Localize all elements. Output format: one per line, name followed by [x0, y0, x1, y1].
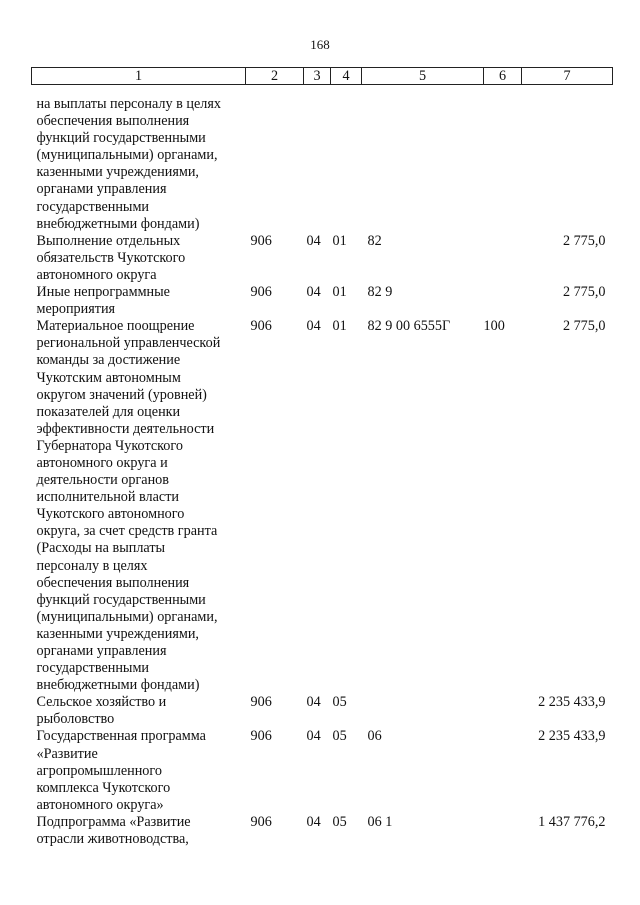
- header-col-1: 1: [32, 68, 246, 85]
- table-row: [32, 694, 613, 728]
- expense-type: [484, 233, 522, 284]
- table-row: [32, 284, 613, 318]
- amount: [522, 85, 613, 233]
- section-code: 04: [306, 284, 321, 301]
- target-article: 82 9: [367, 284, 393, 301]
- table-row: [32, 85, 613, 233]
- item-name: Подпрограмма «Развитие отрасли животноводства,: [36, 813, 191, 848]
- item-name: на выплаты персоналу в целях обеспечения выполнения функций государственными (муниципальными) органами, казенными учреждениями, органами управления государственными внебюджетными фондами): [36, 96, 221, 232]
- ministry-code: 906: [250, 728, 272, 745]
- header-col-6: 6: [484, 68, 522, 85]
- target-article: [362, 694, 484, 728]
- item-name: Сельское хозяйство и рыболовство: [36, 694, 167, 728]
- ministry-code: 906: [250, 284, 272, 301]
- expense-type: [484, 85, 522, 233]
- ministry-code: 906: [250, 694, 272, 711]
- budget-table: [31, 67, 613, 848]
- item-name: Государственная программа «Развитие агропромышленного комплекса Чукотского автономного округа»: [36, 728, 206, 813]
- item-name: Выполнение отдельных обязательств Чукотского автономного округа: [36, 232, 186, 283]
- item-name: Иные непрограммные мероприятия: [36, 284, 170, 318]
- table-row: [32, 814, 613, 848]
- subsection-code: 05: [332, 694, 347, 711]
- target-article: 06 1: [367, 813, 393, 830]
- amount: 2 235 433,9: [538, 728, 606, 745]
- ministry-code: 906: [250, 232, 272, 249]
- section-code: 04: [306, 232, 321, 249]
- expense-type: [484, 284, 522, 318]
- expense-type: [484, 814, 522, 848]
- subsection-code: 05: [332, 728, 347, 745]
- subsection-code: [331, 85, 362, 233]
- ministry-code: 906: [250, 318, 272, 335]
- header-col-4: 4: [331, 68, 362, 85]
- subsection-code: 05: [332, 813, 347, 830]
- page-number: 168: [310, 37, 330, 52]
- target-article: [362, 85, 484, 233]
- subsection-code: 01: [332, 232, 347, 249]
- section-code: 04: [306, 318, 321, 335]
- target-article: 82: [367, 232, 382, 249]
- amount: 2 775,0: [562, 318, 606, 335]
- section-code: 04: [306, 694, 321, 711]
- table-row: [32, 318, 613, 694]
- section-code: 04: [306, 728, 321, 745]
- amount: 2 775,0: [562, 284, 606, 301]
- table-row: [32, 233, 613, 284]
- target-article: 82 9 00 6555Г: [367, 318, 451, 335]
- ministry-code: 906: [250, 813, 272, 830]
- expense-type: [484, 694, 522, 728]
- section-code: 04: [306, 813, 321, 830]
- amount: 1 437 776,2: [538, 813, 606, 830]
- expense-type: 100: [483, 318, 505, 335]
- amount: 2 775,0: [562, 232, 606, 249]
- header-col-7: 7: [522, 68, 613, 85]
- section-code: [304, 85, 331, 233]
- header-col-2: 2: [246, 68, 304, 85]
- ministry-code: [246, 85, 304, 233]
- table-row: [32, 728, 613, 813]
- item-name: Материальное поощрение региональной управленческой команды за достижение Чукотским автономным округом значений (уровней) показателей для оценки эффективности деятельности Губернатора Чукотского автономного округа и деятельности органов исполнительной власти Чукотского автономного округа, за счет средств гранта (Расходы на выплаты персоналу в целях обеспечения выполнения функций государственными (муниципальными) органами, казенными учреждениями, органами управления государственными внебюджетными фондами): [36, 318, 221, 694]
- expense-type: [484, 728, 522, 813]
- header-col-3: 3: [304, 68, 331, 85]
- subsection-code: 01: [332, 284, 347, 301]
- subsection-code: 01: [332, 318, 347, 335]
- target-article: 06: [367, 728, 382, 745]
- header-col-5: 5: [362, 68, 484, 85]
- amount: 2 235 433,9: [538, 694, 606, 711]
- header-row: [32, 68, 613, 85]
